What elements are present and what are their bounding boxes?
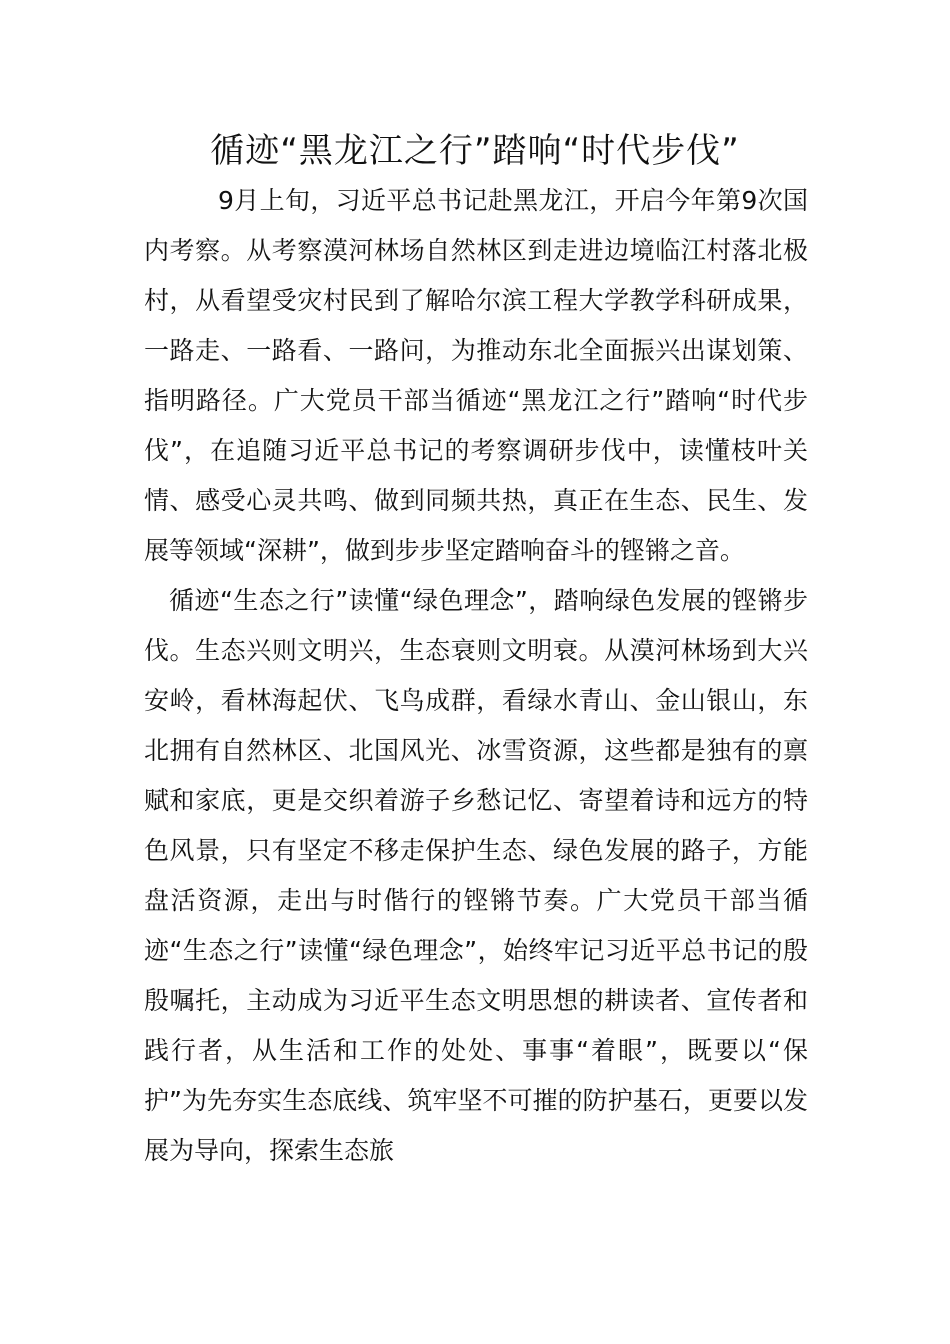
paragraph-intro: 9月上旬，习近平总书记赴黑龙江，开启今年第9次国内考察。从考察漠河林场自然林区到走进边境临江村落北极村，从看望受灾村民到了解哈尔滨工程大学教学科研成果，一路走、一路看、一路问，为推动东北全面振兴出谋划策、指明路径。广大党员干部当循迹“黑龙江之行”踏响“时代步伐”，在追随习近平总书记的考察调研步伐中，读懂枝叶关情、感受心灵共鸣、做到同频共热，真正在生态、民生、发展等领域“深耕”，做到步步坚定踏响奋斗的铿锵之音。 [144,186,808,565]
document-title: 循迹“黑龙江之行”踏响“时代步伐” [210,131,740,171]
document-body [144,176,808,1176]
paragraph-ecology: 循迹“生态之行”读懂“绿色理念”，踏响绿色发展的铿锵步伐。生态兴则文明兴，生态衰则文明衰。从漠河林场到大兴安岭，看林海起伏、飞鸟成群，看绿水青山、金山银山，东北拥有自然林区、北国风光、冰雪资源，这些都是独有的禀赋和家底，更是交织着游子乡愁记忆、寄望着诗和远方的特色风景，只有坚定不移走保护生态、绿色发展的路子，方能盘活资源，走出与时偕行的铿锵节奏。广大党员干部当循迹“生态之行”读懂“绿色理念”，始终牢记习近平总书记的殷殷嘱托，主动成为习近平生态文明思想的耕读者、宣传者和践行者，从生活和工作的处处、事事“着眼”，既要以“保护”为先夯实生态底线、筑牢坚不可摧的防护基石，更要以发展为导向，探索生态旅 [144,586,808,1165]
